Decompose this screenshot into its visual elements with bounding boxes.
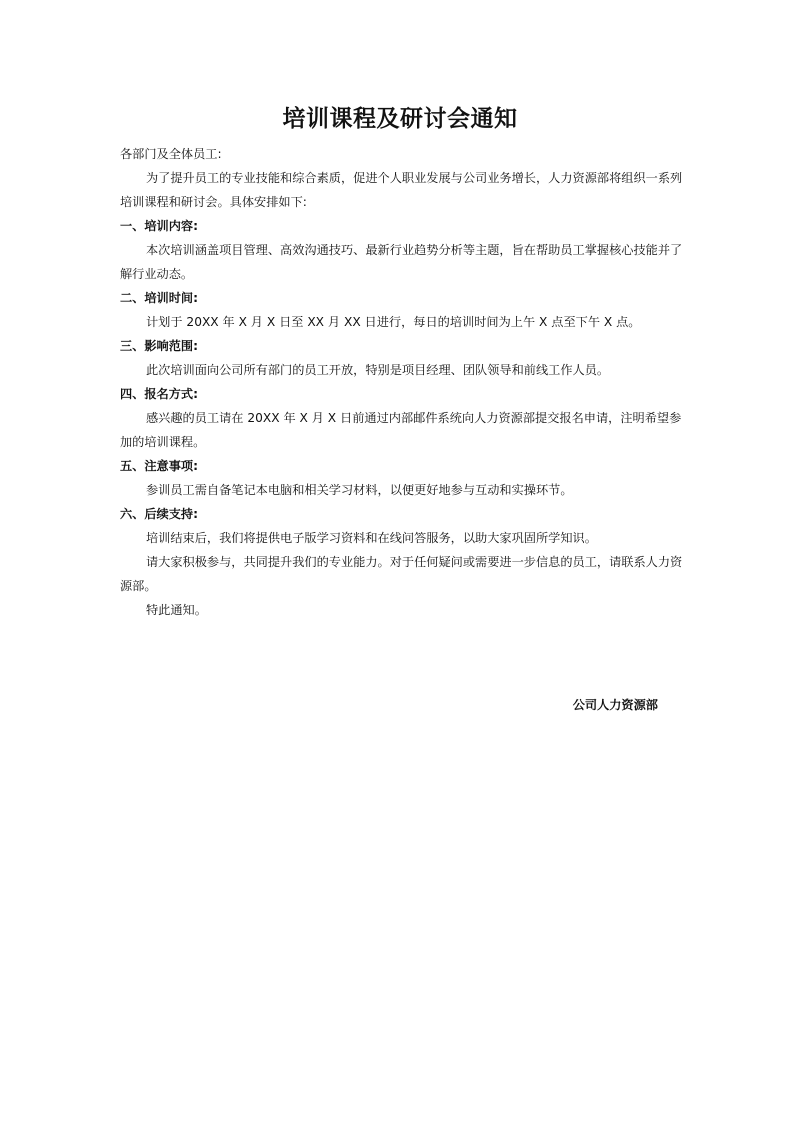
section-heading-time: 二、培训时间:	[120, 291, 198, 305]
section-body-registration: 感兴趣的员工请在 20XX 年 X 月 X 日前通过内部邮件系统向人力资源部提交报名申请，注明希望参加的培训课程。	[120, 411, 682, 449]
section-heading-registration: 四、报名方式:	[120, 387, 198, 401]
intro-paragraph: 为了提升员工的专业技能和综合素质，促进个人职业发展与公司业务增长，人力资源部将组织一系列培训课程和研讨会。具体安排如下:	[120, 171, 683, 209]
salutation: 各部门及全体员工:	[120, 147, 222, 161]
closing-notice: 特此通知。	[146, 603, 207, 617]
section-heading-notes: 五、注意事项:	[120, 459, 198, 473]
section-body-content: 本次培训涵盖项目管理、高效沟通技巧、最新行业趋势分析等主题，旨在帮助员工掌握核心技能并了解行业动态。	[120, 243, 683, 281]
document-title: 培训课程及研讨会通知	[282, 106, 518, 132]
document-body	[120, 142, 685, 622]
section-body-notes: 参训员工需自备笔记本电脑和相关学习材料，以便更好地参与互动和实操环节。	[146, 483, 573, 497]
section-body-time: 计划于 20XX 年 X 月 X 日至 XX 月 XX 日进行，每日的培训时间为上午 X 点至下午 X 点。	[146, 315, 641, 329]
section-body-support: 培训结束后，我们将提供电子版学习资料和在线问答服务，以助大家巩固所学知识。	[146, 531, 597, 545]
signature: 公司人力资源部	[572, 698, 658, 712]
section-body-scope: 此次培训面向公司所有部门的员工开放，特别是项目经理、团队领导和前线工作人员。	[146, 363, 610, 377]
section-heading-content: 一、培训内容:	[120, 219, 198, 233]
section-heading-support: 六、后续支持:	[120, 507, 198, 521]
section-heading-scope: 三、影响范围:	[120, 339, 198, 353]
closing-paragraph: 请大家积极参与，共同提升我们的专业能力。对于任何疑问或需要进一步信息的员工，请联系人力资源部。	[120, 555, 683, 593]
